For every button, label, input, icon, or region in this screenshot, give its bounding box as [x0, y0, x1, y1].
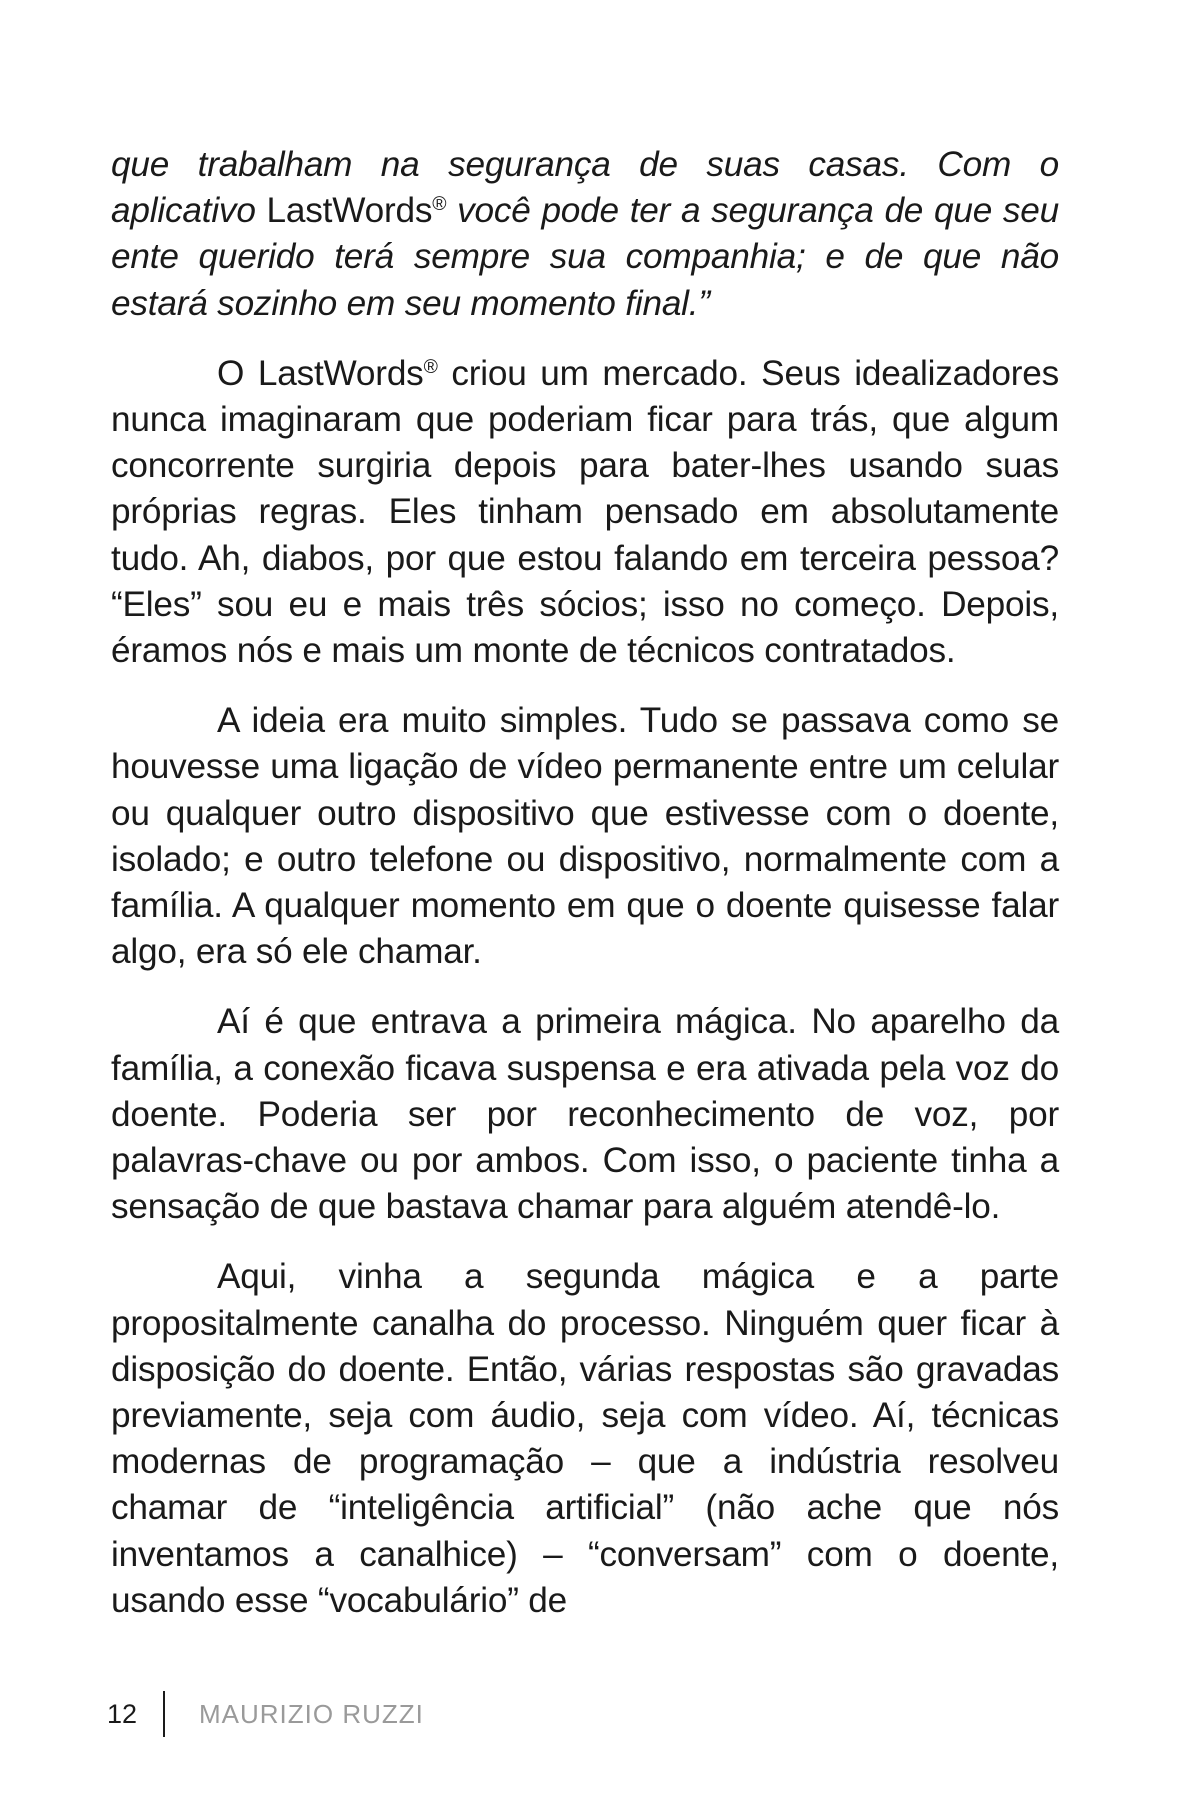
body-text: [111, 142, 1059, 1648]
paragraph-text: O LastWords: [217, 353, 424, 393]
paragraph-second-magic: [111, 1254, 1059, 1624]
author-name: MAURIZIO RUZZI: [199, 1698, 424, 1729]
paragraph-quote-ending: [111, 142, 1059, 327]
paragraph-text: Aí é que entrava a primeira mágica. No aparelho da família, a conexão ficava suspensa e era ativada pela voz do doente. Poderia ser por reconhecimento de voz, por palavras-chave ou por ambos. Com isso, o paciente tinha a sensação de que bastava chamar para alguém atendê-lo.: [111, 1002, 1059, 1227]
quote-text-1: que trabalham na segurança de suas casas. Com o aplicativo: [111, 145, 1059, 231]
footer-divider: [163, 1691, 165, 1737]
quote-text-2: você pode ter a segurança de que seu ente querido terá sempre sua companhia; e de que não estará sozinho em seu momento final.”: [111, 191, 1060, 323]
paragraph-market: [111, 351, 1059, 674]
paragraph-text: criou um mercado. Seus idealizadores nunca imaginaram que poderiam ficar para trás, que algum concorrente surgiria depois para bater-lhes usando suas próprias regras. Eles tinham pensado em absolutamente tudo. Ah, diabos, por que estou falando em terceira pessoa? “Eles” sou eu e mais três sócios; isso no começo. Depois, éramos nós e mais um monte de técnicos contratados.: [111, 353, 1059, 671]
paragraph-text: Aqui, vinha a segunda mágica e a parte propositalmente canalha do processo. Ninguém quer ficar à disposição do doente. Então, várias respostas são gravadas previamente, seja com áudio, seja com vídeo. Aí, técnicas modernas de programação – que a indústria resolveu chamar de “inteligência artificial” (não ache que nós inventamos a canalhice) – “conversam” com o doente, usando esse “vocabulário” de: [111, 1257, 1059, 1620]
registered-mark: ®: [423, 356, 438, 379]
page-footer: [107, 1690, 424, 1738]
paragraph-text: A ideia era muito simples. Tudo se passava como se houvesse uma ligação de vídeo permanente entre um celular ou qualquer outro dispositivo que estivesse com o doente, isolado; e outro telefone ou dispositivo, normalmente com a família. A qualquer momento em que o doente quisesse falar algo, era só ele chamar.: [111, 701, 1059, 972]
paragraph-first-magic: [111, 999, 1059, 1230]
paragraph-idea: [111, 698, 1059, 975]
registered-mark: ®: [432, 193, 447, 216]
page-number: 12: [107, 1698, 138, 1729]
brand-name: LastWords: [266, 191, 433, 231]
